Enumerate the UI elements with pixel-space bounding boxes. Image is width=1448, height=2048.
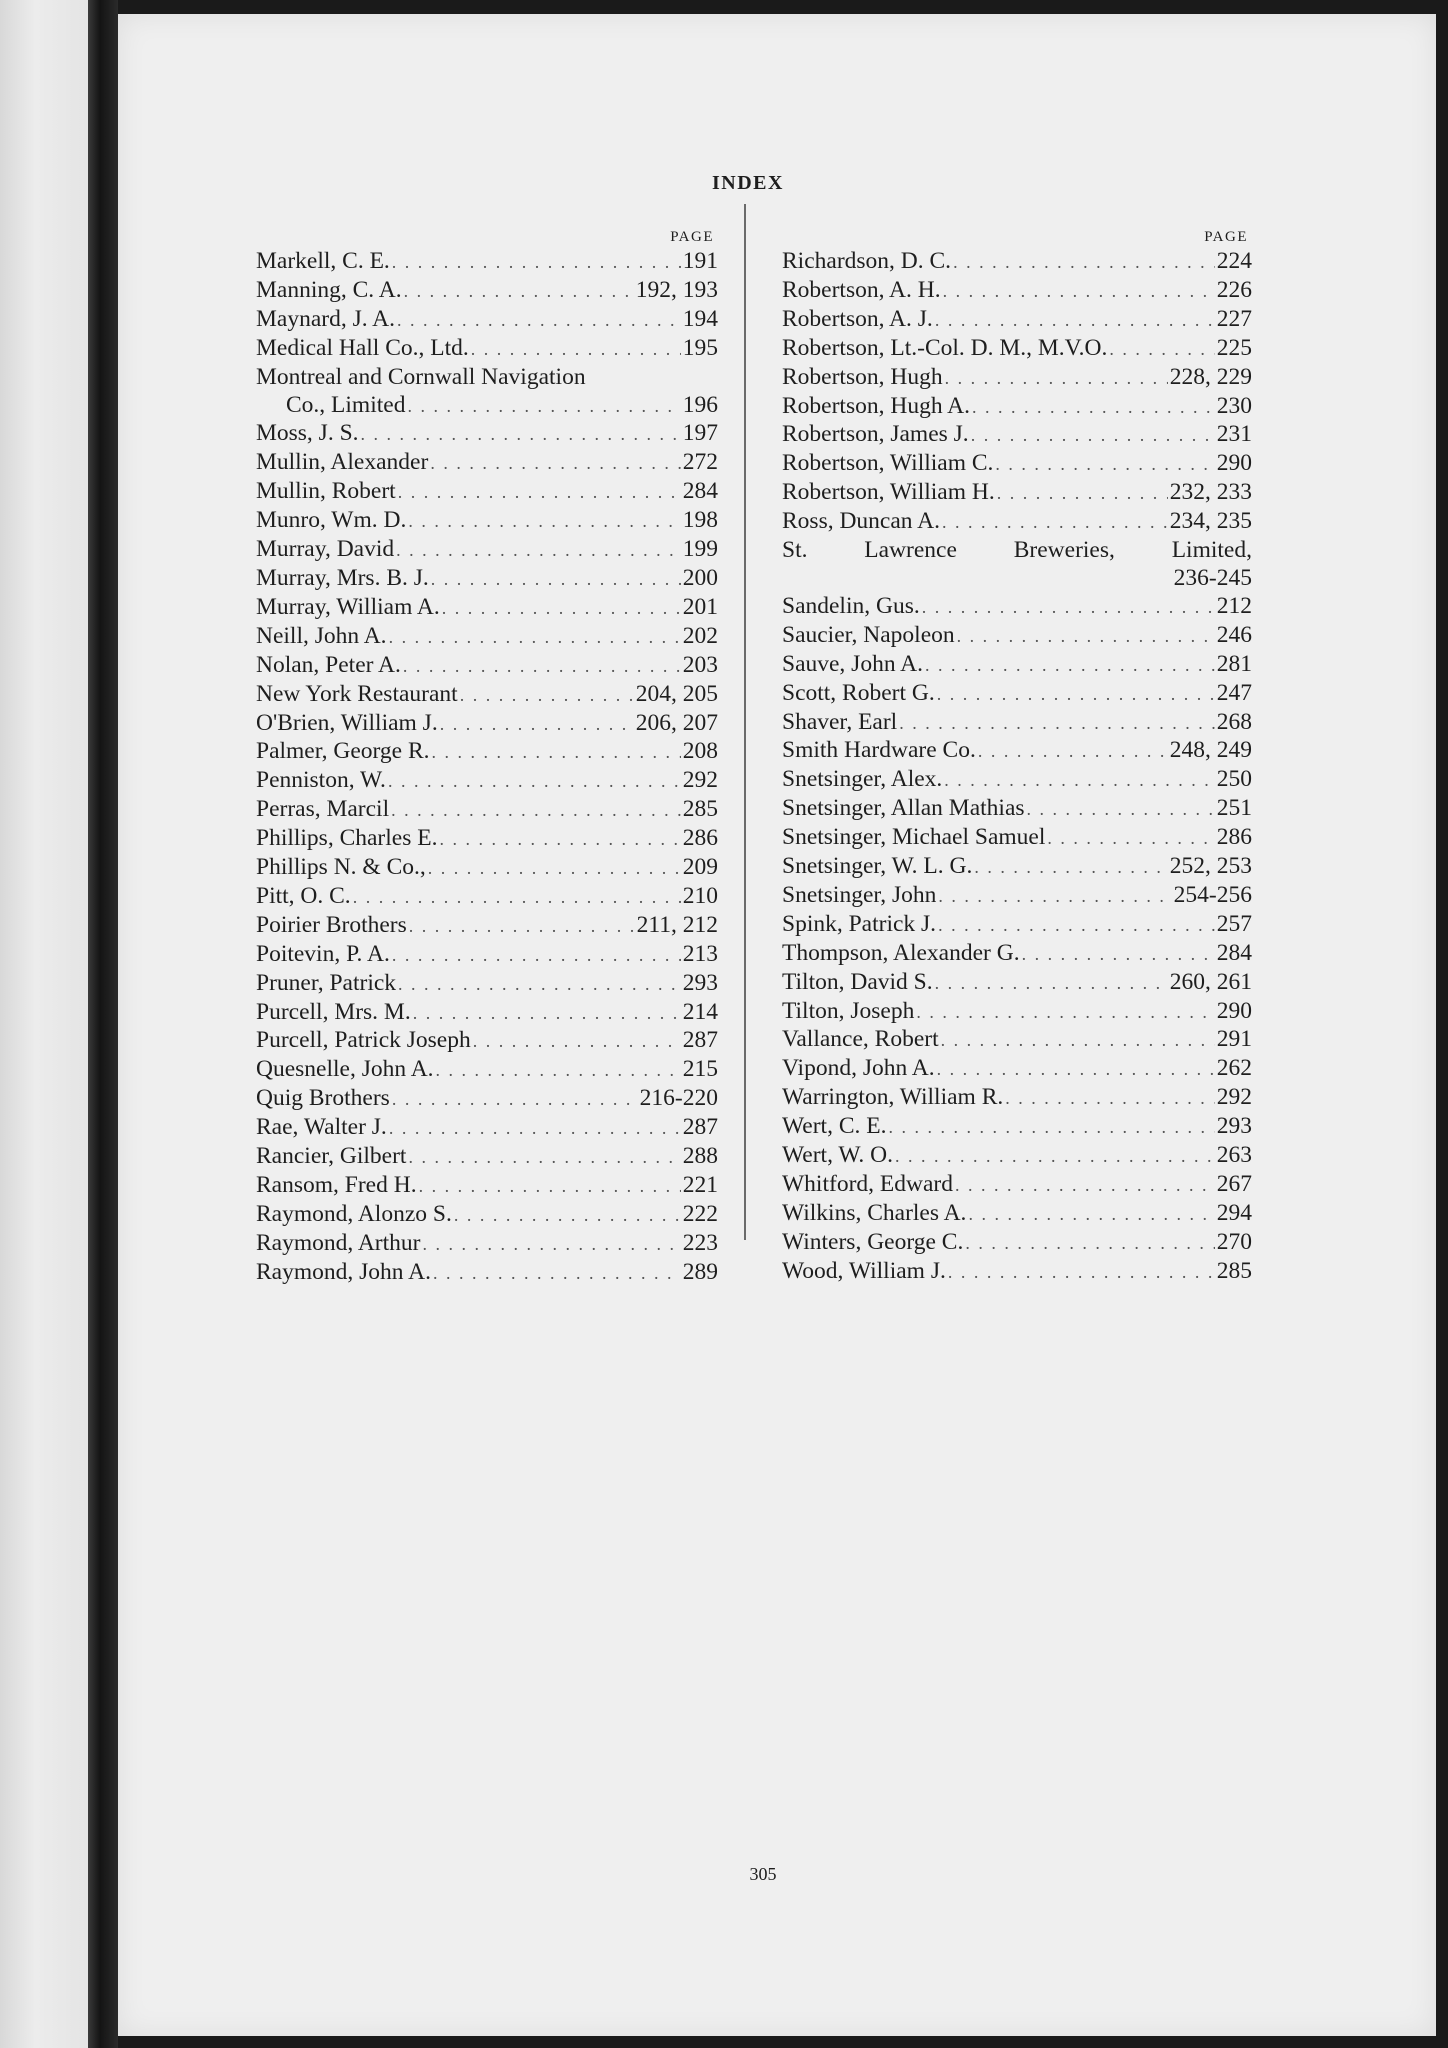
index-entry [256,1143,718,1172]
entry-name: Thompson, Alexander G. [782,939,1020,966]
index-entry [256,335,718,364]
leader-dots [392,249,681,277]
entry-page: 194 [682,305,718,332]
index-entry [782,364,1252,393]
entry-page: 285 [682,796,718,823]
entry-page: 192, 193 [635,276,718,303]
leader-dots [408,508,680,536]
entry-page: 195 [682,334,718,361]
leader-dots [397,307,681,335]
entry-page: 203 [682,651,718,678]
entry-name: Medical Hall Co., Ltd. [256,334,469,361]
entry-page: 254-256 [1173,881,1252,908]
leader-dots [935,970,1168,998]
leader-dots [1109,336,1214,364]
index-entry [782,277,1252,306]
leader-dots [473,1028,681,1056]
entry-page: 227 [1216,305,1252,332]
leader-dots [942,509,1168,537]
index-entry [256,738,718,767]
index-entry [256,912,718,941]
leader-dots [398,971,681,999]
entry-name: Raymond, Arthur [256,1229,421,1256]
entry-name: Saucier, Napoleon [782,621,955,648]
leader-dots [408,1144,680,1172]
entry-page: 204, 205 [635,680,718,707]
entry-name: Quesnelle, John A. [256,1056,434,1083]
entry-page: 208 [682,738,718,765]
leader-dots [430,450,680,478]
leader-dots [398,479,681,507]
index-entry [256,1027,718,1056]
entry-name: Warrington, William R. [782,1084,1004,1111]
entry-page: 268 [1216,708,1252,735]
entry-page: 289 [682,1258,718,1285]
entry-page: 196 [682,391,718,418]
leader-dots [965,1230,1214,1258]
index-entry [782,911,1252,940]
leader-dots [392,1086,638,1114]
leader-dots [957,623,1215,651]
leader-dots [439,826,680,854]
leader-dots [361,421,681,449]
leader-dots [440,711,634,739]
index-entry [782,1142,1252,1171]
entry-page: 263 [1216,1142,1252,1169]
entry-name: Palmer, George R. [256,738,430,765]
entry-name: Sauve, John A. [782,650,923,677]
index-entry [256,449,718,478]
entry-page: 223 [682,1229,718,1256]
index-entry [782,393,1252,422]
index-entry [782,680,1252,709]
leader-dots [895,1143,1215,1171]
leader-dots [925,652,1215,680]
entry-page: 288 [682,1143,718,1170]
entry-name: Scott, Robert G. [782,679,935,706]
leader-dots [968,1201,1214,1229]
entry-page: 201 [682,593,718,620]
index-entry [256,623,718,652]
entry-name-line: Montreal and Cornwall Navigation [256,363,586,390]
leader-dots [971,422,1215,450]
index-entry [782,795,1252,824]
index-entry [256,1201,718,1230]
leader-dots [392,942,681,970]
entry-name: Murray, Mrs. B. J. [256,564,429,591]
leader-dots [1022,941,1215,969]
index-entry [256,1230,718,1259]
entry-name: Markell, C. E. [256,248,390,274]
leader-dots [937,681,1215,709]
entry-name: Penniston, W. [256,767,386,794]
entry-name: Moss, J. S. [256,420,359,447]
index-entry [782,421,1252,450]
index-list-right [782,248,1252,1287]
entry-page: 231 [1216,421,1252,448]
entry-name: Phillips, Charles E. [256,825,438,852]
entry-name: Robertson, William C. [782,450,994,477]
index-entry [256,767,718,796]
entry-page: 232, 233 [1169,479,1252,506]
entry-name: Robertson, Hugh A. [782,392,970,419]
entry-name: Robertson, A. H. [782,276,941,303]
leader-dots [953,249,1215,277]
entry-page: 230 [1216,392,1252,419]
index-entry [256,507,718,536]
leader-dots [409,913,635,941]
entry-name: Wert, W. O. [782,1142,894,1169]
index-entry [782,622,1252,651]
entry-page: 285 [1216,1257,1252,1284]
entry-page: 202 [682,622,718,649]
leader-dots [433,1260,681,1288]
entry-page: 246 [1216,621,1252,648]
entry-page: 292 [682,767,718,794]
entry-name: Pitt, O. C. [256,882,351,909]
leader-dots [889,1114,1215,1142]
leader-dots [945,365,1168,393]
index-entry [256,999,718,1028]
paper-sheet [118,14,1436,2036]
index-entry [256,681,718,710]
entry-name: Raymond, John A. [256,1258,431,1285]
index-entry [256,941,718,970]
entry-name: Munro, Wm. D. [256,507,407,534]
index-entry [782,1171,1252,1200]
entry-word: Breweries, [1013,537,1115,564]
entry-name: Tilton, David S. [782,968,933,995]
entry-page: 211, 212 [636,911,718,938]
entry-name: Poitevin, P. A. [256,940,390,967]
leader-dots [978,738,1168,766]
entry-page: 284 [682,478,718,505]
entry-name: Nolan, Peter A. [256,651,401,678]
leader-dots [413,1000,681,1028]
entry-page: 225 [1216,334,1252,361]
leader-dots [1027,796,1215,824]
entry-name: Wood, William J. [782,1257,946,1284]
entry-page: 198 [682,507,718,534]
entry-name: Snetsinger, W. L. G. [782,853,973,880]
entry-name: Tilton, Joseph [782,997,915,1024]
index-entry [256,1085,718,1114]
entry-page: 234, 235 [1169,508,1252,535]
entry-page: 251 [1216,795,1252,822]
entry-page: 293 [682,969,718,996]
entry-name: Raymond, Alonzo S. [256,1200,452,1227]
entry-page: 292 [1216,1084,1252,1111]
entry-page: 247 [1216,679,1252,706]
entry-page: 213 [682,940,718,967]
leader-dots [389,1115,681,1143]
entry-page: 215 [682,1056,718,1083]
index-entry [782,1258,1252,1287]
leader-dots [432,739,681,767]
leader-dots [974,854,1167,882]
index-entry [256,883,718,912]
entry-page: 286 [1216,824,1252,851]
entry-page: 212 [1216,592,1252,619]
entry-name: Wert, C. E. [782,1113,887,1140]
leader-dots [899,710,1215,738]
entry-name: Rae, Walter J. [256,1114,387,1141]
page-title: INDEX [712,172,784,194]
entry-name: Robertson, A. J. [782,305,933,332]
leader-dots [955,1172,1215,1200]
entry-page: 286 [682,825,718,852]
index-entry [782,248,1252,277]
index-entry [782,335,1252,364]
entry-word: St. [782,537,808,564]
entry-page: 199 [682,536,718,563]
index-entry [782,593,1252,622]
entry-name-line [782,537,1252,565]
entry-name: Neill, John A. [256,622,387,649]
entry-name: Co., Limited [286,391,406,418]
index-entry [256,420,718,449]
index-entry [256,796,718,825]
entry-name: Purcell, Mrs. M. [256,998,411,1025]
leader-dots [937,1056,1215,1084]
leader-dots [454,1202,681,1230]
entry-page: 291 [1216,1026,1252,1053]
entry-name: Wilkins, Charles A. [782,1199,967,1226]
entry-page: 294 [1216,1199,1252,1226]
entry-name: Mullin, Alexander [256,449,429,476]
index-entry [256,478,718,507]
entry-page: 209 [682,854,718,881]
facing-page-strip [0,0,88,2048]
entry-name: Manning, C. A. [256,276,402,303]
entry-name: New York Restaurant [256,680,458,707]
entry-page: 267 [1216,1171,1252,1197]
entry-page: 290 [1216,997,1252,1024]
index-entry [782,998,1252,1027]
entry-word: Lawrence [864,537,957,564]
entry-name: Snetsinger, Alex. [782,766,943,793]
leader-dots [436,1057,681,1085]
index-entry [256,1114,718,1143]
leader-dots [407,393,680,421]
index-entry [256,710,718,739]
entry-page: 260, 261 [1169,968,1252,995]
entry-page: 270 [1216,1228,1252,1255]
leader-dots [353,884,681,912]
index-entry [782,882,1252,911]
entry-name: Robertson, William H. [782,479,995,506]
entry-name: Shaver, Earl [782,708,898,735]
index-entry [782,853,1252,882]
index-entry [782,651,1252,680]
index-list-left [256,248,718,1288]
leader-dots [995,451,1214,479]
index-entry [782,479,1252,508]
leader-dots [944,767,1214,795]
leader-dots [916,999,1214,1027]
index-entry [256,854,718,883]
index-entry [256,825,718,854]
entry-page: 252, 253 [1169,853,1252,880]
entry-page: 257 [1216,910,1252,937]
entry-name: O'Brien, William J. [256,709,438,736]
index-entry [782,1084,1252,1113]
entry-page: 287 [682,1114,718,1141]
entry-name: Snetsinger, Allan Mathias [782,795,1025,822]
entry-name: Robertson, Lt.-Col. D. M., M.V.O. [782,334,1108,361]
leader-dots [997,480,1168,508]
entry-name: Mullin, Robert [256,478,396,505]
leader-dots [1005,1085,1214,1113]
index-entry [782,824,1252,853]
page-column-heading: PAGE [670,229,714,245]
leader-dots [943,278,1215,306]
entry-name: Purcell, Patrick Joseph [256,1027,471,1054]
leader-dots [423,1231,681,1259]
index-entry [782,1229,1252,1258]
index-entry [256,652,718,681]
entry-page: 284 [1216,939,1252,966]
leader-dots [935,307,1215,335]
entry-name: Richardson, D. C. [782,248,952,274]
entry-name: Smith Hardware Co. [782,737,976,764]
index-entry [782,306,1252,335]
index-entry [256,1172,718,1201]
index-entry [256,565,718,594]
entry-name: Spink, Patrick J. [782,910,937,937]
entry-page: 272 [682,449,718,476]
entry-page: 210 [682,882,718,909]
index-column-right [782,226,1252,1287]
entry-name: Pruner, Patrick [256,969,397,996]
entry-page: 197 [682,420,718,447]
entry-name: Robertson, Hugh [782,363,943,390]
index-column-left [256,226,718,1288]
index-entry [782,1026,1252,1055]
leader-dots [941,1027,1215,1055]
index-entry [256,594,718,623]
leader-dots [388,768,681,796]
leader-dots [431,566,681,594]
leader-dots [428,855,681,883]
entry-page: 236-245 [1173,564,1252,591]
entry-name: Poirier Brothers [256,911,407,938]
entry-name: Perras, Marcil [256,796,390,823]
entry-name: Whitford, Edward [782,1171,953,1197]
entry-page: 281 [1216,650,1252,677]
entry-name: Quig Brothers [256,1085,390,1112]
leader-dots [460,682,634,710]
entry-name: Ross, Duncan A. [782,508,940,535]
entry-name: Robertson, James J. [782,421,969,448]
entry-page: 224 [1216,248,1252,274]
entry-page: 248, 249 [1169,737,1252,764]
entry-page: 293 [1216,1113,1252,1140]
leader-dots [471,336,681,364]
leader-dots [938,883,1171,911]
entry-name: Murray, David [256,536,395,563]
entry-page: 226 [1216,276,1252,303]
index-entry [256,392,718,421]
entry-name: Winters, George C. [782,1228,964,1255]
entry-name: Sandelin, Gus. [782,592,920,619]
page-number: 305 [749,1864,777,1884]
index-entry [256,248,718,277]
leader-dots [419,1173,681,1201]
leader-dots [938,912,1215,940]
entry-page: 191 [682,248,718,274]
leader-dots [389,624,681,652]
leader-dots [1047,825,1214,853]
entry-name: Rancier, Gilbert [256,1143,407,1170]
entry-name: Vallance, Robert [782,1026,939,1053]
leader-dots [922,594,1215,622]
entry-page: 287 [682,1027,718,1054]
entry-name: Murray, William A. [256,593,440,620]
column-divider [744,204,746,1240]
leader-dots [972,394,1215,422]
entry-name: Phillips N. & Co., [256,854,426,881]
index-entry [782,1200,1252,1229]
index-entry [782,969,1252,998]
entry-page: 228, 229 [1169,363,1252,390]
entry-name: Ransom, Fred H. [256,1172,417,1198]
index-entry [782,709,1252,738]
index-entry [782,940,1252,969]
entry-page: 262 [1216,1055,1252,1082]
entry-name: Snetsinger, Michael Samuel [782,824,1046,851]
index-entry [256,306,718,335]
entry-name: Maynard, J. A. [256,305,396,332]
entry-name: Vipond, John A. [782,1055,935,1082]
entry-page: 214 [682,998,718,1025]
index-entry [782,1113,1252,1142]
index-entry [256,1056,718,1085]
index-entry [256,970,718,999]
leader-dots [403,653,681,681]
entry-page: 250 [1216,766,1252,793]
index-entry [782,1055,1252,1084]
entry-word: Limited, [1171,537,1252,564]
page-column-heading: PAGE [1204,229,1248,245]
entry-page: 216-220 [639,1085,718,1112]
index-entry [782,737,1252,766]
entry-page: 290 [1216,450,1252,477]
leader-dots [948,1259,1215,1287]
leader-dots [391,797,681,825]
index-entry [256,277,718,306]
leader-dots [404,278,634,306]
entry-page: 200 [682,564,718,591]
index-entry [782,766,1252,795]
leader-dots [396,537,681,565]
index-entry [782,508,1252,537]
entry-page: 206, 207 [635,709,718,736]
binding-edge [88,0,118,2048]
leader-dots [442,595,681,623]
index-entry [782,450,1252,479]
entry-page: 221 [682,1172,718,1198]
entry-name: Snetsinger, John [782,881,937,908]
entry-page: 222 [682,1200,718,1227]
index-entry [256,1259,718,1288]
index-entry [256,536,718,565]
